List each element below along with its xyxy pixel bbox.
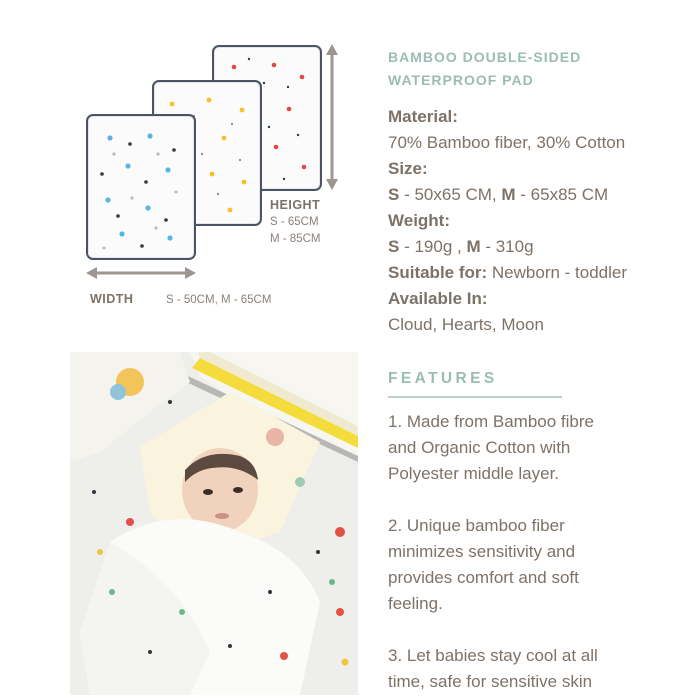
feature-1-line-3: Polyester middle layer.: [388, 464, 560, 483]
feature-2-line-4: feeling.: [388, 594, 443, 613]
size-m-code: M: [501, 185, 516, 204]
product-title-line-1: BAMBOO DOUBLE-SIDED: [388, 49, 582, 65]
pad-cloud-pattern: [86, 114, 196, 260]
feature-1-line-1: 1. Made from Bamboo fibre: [388, 412, 594, 431]
width-label: WIDTH: [90, 292, 134, 306]
cloud-pattern-icon: [88, 116, 194, 258]
baby-on-pad-photo-icon: [70, 352, 358, 695]
features-divider: [388, 396, 562, 398]
feature-item-1: [388, 409, 693, 487]
weight-s-value: - 190g ,: [399, 237, 467, 256]
width-values: S - 50CM, M - 65CM: [166, 294, 272, 306]
spec-list: [388, 104, 698, 338]
size-value: [388, 182, 698, 208]
suitable-label: Suitable for:: [388, 263, 488, 282]
weight-m-value: - 310g: [480, 237, 534, 256]
product-title-line-2: WATERPROOF PAD: [388, 72, 534, 88]
feature-item-3: [388, 643, 693, 695]
height-value-s: S - 65CM: [270, 216, 319, 228]
height-values: [270, 214, 320, 248]
material-label: Material:: [388, 107, 458, 126]
available-label: Available In:: [388, 289, 488, 308]
weight-value: [388, 234, 698, 260]
available-value: Cloud, Hearts, Moon: [388, 315, 544, 334]
size-label: Size:: [388, 159, 428, 178]
feature-2-line-1: 2. Unique bamboo fiber: [388, 516, 565, 535]
weight-s-code: S: [388, 237, 400, 256]
material-value: 70% Bamboo fiber, 30% Cotton: [388, 133, 626, 152]
size-s-code: S: [388, 185, 400, 204]
feature-item-2: [388, 513, 693, 617]
weight-label: Weight:: [388, 211, 451, 230]
suitable-value: Newborn - toddler: [487, 263, 628, 282]
height-value-m: M - 85CM: [270, 233, 321, 245]
baby-product-photo: [70, 352, 358, 695]
feature-2-line-2: minimizes sensitivity and: [388, 542, 576, 561]
feature-3-line-2: time, safe for sensitive skin: [388, 672, 593, 691]
height-label: HEIGHT: [270, 198, 321, 212]
feature-3-line-1: 3. Let babies stay cool at all: [388, 646, 598, 665]
feature-2-line-3: provides comfort and soft: [388, 568, 579, 587]
width-arrow-icon: [86, 264, 196, 282]
product-title: [388, 46, 688, 92]
features-title: FEATURES: [388, 370, 498, 387]
feature-1-line-2: and Organic Cotton with: [388, 438, 571, 457]
suitable-row: [388, 260, 698, 286]
size-s-value: - 50x65 CM,: [399, 185, 502, 204]
height-arrow-icon: [322, 44, 342, 190]
weight-m-code: M: [466, 237, 481, 256]
size-m-value: - 65x85 CM: [515, 185, 609, 204]
